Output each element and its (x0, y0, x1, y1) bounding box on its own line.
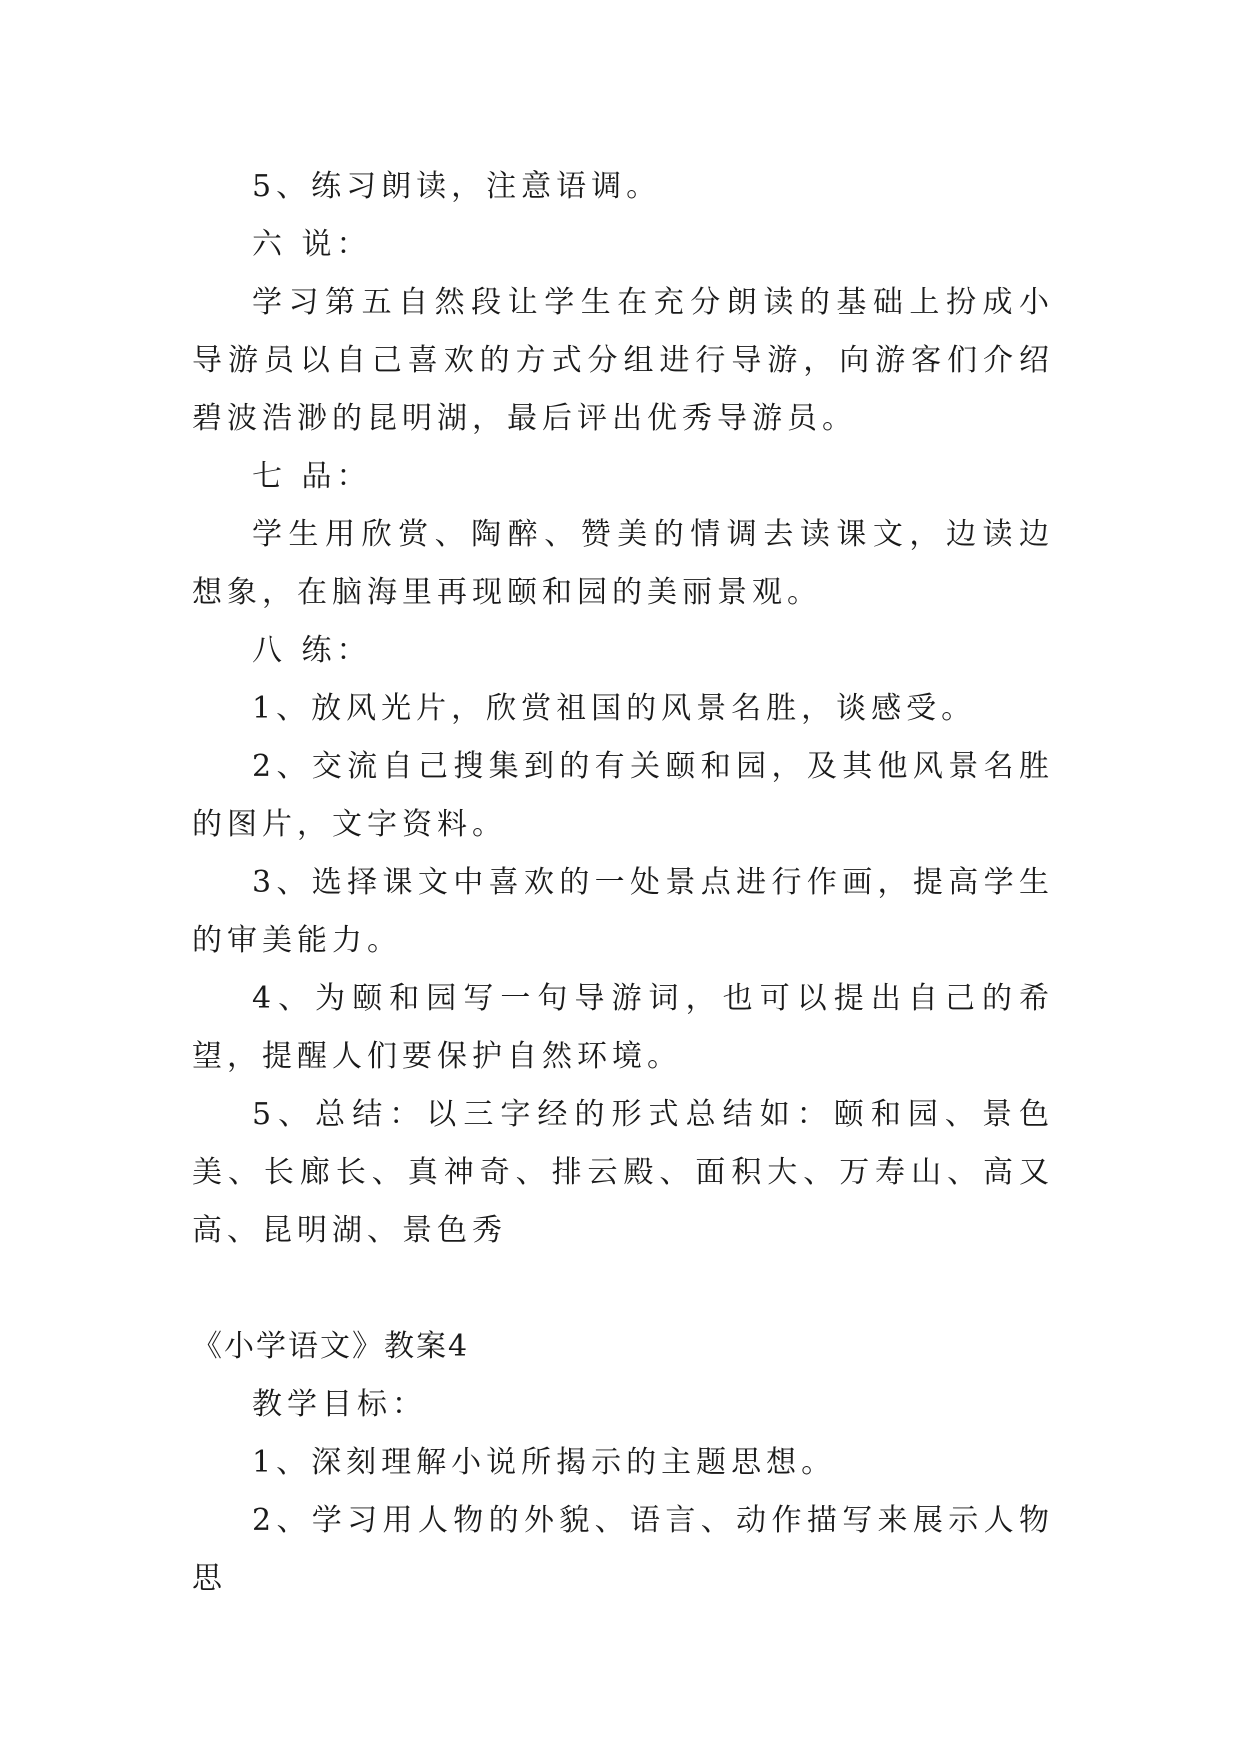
section-heading: 教学目标： (252, 1387, 427, 1422)
document-page (192, 158, 1054, 1608)
list-item: 3、选择课文中喜欢的一处景点进行作画，提高学生的审美能力。 (192, 865, 1054, 958)
lesson-title: 《小学语文》教案4 (192, 1329, 470, 1364)
list-item: 4、为颐和园写一句导游词，也可以提出自己的希望，提醒人们要保护自然环境。 (192, 981, 1054, 1074)
list-item: 5、总结：以三字经的形式总结如：颐和园、景色美、长廊长、真神奇、排云殿、面积大、万寿山、高又高、昆明湖、景色秀 (192, 1097, 1054, 1248)
list-item: 2、交流自己搜集到的有关颐和园，及其他风景名胜的图片，文字资料。 (192, 749, 1054, 842)
list-item: 2、学习用人物的外貌、语言、动作描写来展示人物思 (192, 1503, 1054, 1596)
list-item: 1、深刻理解小说所揭示的主题思想。 (252, 1445, 837, 1480)
paragraph: 学习第五自然段让学生在充分朗读的基础上扮成小导游员以自己喜欢的方式分组进行导游，向游客们介绍碧波浩渺的昆明湖，最后评出优秀导游员。 (192, 285, 1054, 436)
paragraph: 5、练习朗读，注意语调。 (252, 169, 662, 204)
section-heading: 六 说： (252, 227, 372, 262)
list-item: 1、放风光片，欣赏祖国的风景名胜，谈感受。 (252, 691, 977, 726)
section-heading: 七 品： (252, 459, 372, 494)
section-heading: 八 练： (252, 633, 372, 668)
paragraph: 学生用欣赏、陶醉、赞美的情调去读课文，边读边想象，在脑海里再现颐和园的美丽景观。 (192, 517, 1054, 610)
